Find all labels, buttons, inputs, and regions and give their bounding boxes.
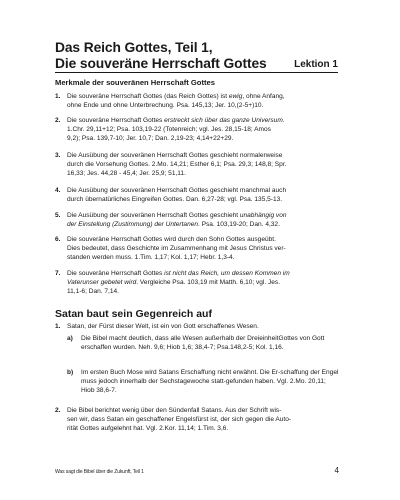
emphasized-text: Vaterunser gebetet wird bbox=[67, 279, 137, 286]
text-run: Die Bibel berichtet wenig über den Sündenfall Satans. Aus der Schrift wis- bbox=[67, 407, 282, 414]
text-run: . Psa. 103,19-20; Dan. 4,32. bbox=[198, 221, 280, 228]
section1-heading: Merkmale der souveränen Herrschaft Gottes bbox=[55, 78, 215, 87]
item-number: 1. bbox=[55, 323, 61, 330]
item-body bbox=[67, 269, 339, 296]
text-line bbox=[67, 151, 339, 160]
text-line bbox=[67, 424, 339, 433]
text-line bbox=[67, 211, 339, 220]
list-item bbox=[55, 235, 339, 262]
list-item bbox=[55, 211, 339, 229]
item-number: 2. bbox=[55, 117, 61, 124]
text-line bbox=[67, 101, 339, 110]
sub-list-item bbox=[67, 368, 339, 395]
section2-heading: Satan baut sein Gegenreich auf bbox=[55, 308, 212, 320]
text-run: sen wir, dass Satan ein geschaffener Engelsfürst ist, der sich gegen die Auto- bbox=[67, 416, 292, 423]
text-run: durch übernatürliches Eingreifen Gottes. Dan. 6,27-28; vgl. Psa. 135,5-13. bbox=[67, 196, 283, 203]
text-line bbox=[67, 244, 339, 253]
text-run: Die Ausübung der souveränen Herrschaft Gottes geschieht normalerweise bbox=[67, 152, 283, 159]
sub-list-item bbox=[67, 334, 339, 352]
text-line bbox=[67, 269, 339, 278]
item-body bbox=[67, 116, 339, 143]
text-line bbox=[67, 160, 339, 169]
text-line bbox=[67, 116, 339, 125]
text-run: Die souveräne Herrschaft Gottes bbox=[67, 270, 165, 277]
lesson-label: Lektion 1 bbox=[294, 59, 338, 70]
text-run: 11,1-6; Dan. 7,14. bbox=[67, 288, 119, 295]
item-letter: a) bbox=[67, 335, 73, 342]
page-title-line2: Die souveräne Herrschaft Gottes bbox=[55, 56, 267, 71]
text-line bbox=[67, 322, 339, 331]
text-run: Die souveräne Herrschaft Gottes (das Reich Gottes) ist bbox=[67, 93, 229, 100]
text-run: gefunden haben. Vgl. 2.Mo. 20,11; Hiob 38,6-7. bbox=[81, 378, 326, 394]
item-number: 6. bbox=[55, 236, 61, 243]
text-run: 148,2-5; Kol. 1,16. bbox=[230, 344, 284, 351]
text-run: ohne Ende und ohne Unterbrechung. Psa. 145,13; Jer. 10,(2-5+)10. bbox=[67, 102, 264, 109]
list-item bbox=[55, 186, 339, 204]
emphasized-text: unabhängig von bbox=[239, 212, 287, 219]
page-title-line1: Das Reich Gottes, Teil 1, bbox=[55, 40, 213, 55]
text-line bbox=[67, 287, 339, 296]
text-line bbox=[67, 125, 339, 134]
text-line bbox=[67, 92, 339, 101]
item-body bbox=[81, 368, 339, 395]
item-body bbox=[67, 406, 339, 433]
text-run: standen werden muss. 1.Tim. 1,17; Kol. 1,17; Hebr. 1,3-4. bbox=[67, 254, 235, 261]
text-line bbox=[81, 335, 278, 342]
text-run: durch die Vorsehung Gottes. 2.Mo. 14,21; Esther 6,1; Psa. 29,3; 148,8; Spr. bbox=[67, 161, 287, 168]
text-run: Gottes von Gott erschaffen wurden. Neh. 9,6; Hiob 1,6; 38,4-7; Psa. bbox=[81, 335, 325, 351]
item-body bbox=[67, 186, 339, 204]
text-run: Im ersten Buch Mose wird Satans Erschaffung nicht erwähnt. Die Er- bbox=[81, 369, 281, 376]
text-run: Satan, der Fürst dieser Welt, ist ein von Gott erschaffenes Wesen. bbox=[67, 323, 259, 330]
title-rule bbox=[55, 72, 338, 73]
text-line bbox=[81, 369, 280, 376]
text-line bbox=[67, 195, 339, 204]
text-run: Die Ausübung der souveränen Herrschaft Gottes geschieht bbox=[67, 212, 240, 219]
item-body bbox=[81, 334, 339, 352]
text-line bbox=[230, 344, 284, 351]
list-item bbox=[55, 322, 339, 331]
text-line bbox=[67, 406, 339, 415]
list-item bbox=[55, 151, 339, 178]
text-run: Die souveräne Herrschaft Gottes wird durch den Sohn Gottes ausgeübt. bbox=[67, 236, 276, 243]
text-run: , ohne Anfang, bbox=[242, 93, 285, 100]
text-run: . Vergleiche Psa. 103,19 mit Matth. 6,10; vgl. Jes. bbox=[136, 279, 281, 286]
item-number: 3. bbox=[55, 152, 61, 159]
item-body bbox=[67, 235, 339, 262]
text-line bbox=[67, 134, 339, 143]
list-item bbox=[55, 269, 339, 296]
text-run: 1.Chr. 29,11+12; Psa. 103,19-22 (Totenreich; vgl. Jes. 28,15-18; Amos bbox=[67, 126, 271, 133]
text-line bbox=[67, 415, 339, 424]
item-number: 4. bbox=[55, 187, 61, 194]
text-run: Die Ausübung der souveränen Herrschaft Gottes geschieht manchmal auch bbox=[67, 187, 287, 194]
text-run: schaffung der Engel muss jedoch innerhalb der Sechstagewoche statt- bbox=[81, 369, 339, 385]
item-number: 5. bbox=[55, 212, 61, 219]
item-number: 1. bbox=[55, 93, 61, 100]
emphasized-text: ewig bbox=[228, 93, 243, 100]
text-run: 9,2); Psa. 139,7-10; Jer. 10,7; Dan. 2,19-23; 4,14+22+29. bbox=[67, 135, 234, 142]
list-item bbox=[55, 92, 339, 110]
text-run: Die Bibel macht deutlich, dass alle Wesen außerhalb der Dreieinheit bbox=[81, 335, 279, 342]
text-run: rität Gottes aufgelehnt hat. Vgl. 2.Kor. 11,14; 1.Tim. 3,6. bbox=[67, 425, 229, 432]
page-number: 4 bbox=[334, 466, 339, 475]
item-body bbox=[67, 322, 339, 331]
list-item bbox=[55, 406, 339, 433]
text-line bbox=[67, 186, 339, 195]
text-line bbox=[67, 235, 339, 244]
emphasized-text: der Einstellung (Zustimmung) der Untertanen bbox=[67, 221, 198, 228]
item-body bbox=[67, 151, 339, 178]
emphasized-text: ist nicht das Reich, um dessen Kommen im bbox=[164, 270, 290, 277]
emphasized-text: erstreckt sich über das ganze Universum bbox=[164, 117, 283, 124]
text-line bbox=[67, 278, 339, 287]
text-run: . bbox=[282, 117, 285, 124]
list-item bbox=[55, 116, 339, 143]
item-letter: b) bbox=[67, 369, 74, 376]
text-line bbox=[67, 253, 339, 262]
text-run: Die souveräne Herrschaft Gottes bbox=[67, 117, 165, 124]
item-number: 2. bbox=[55, 407, 61, 414]
text-run: Dies bedeutet, dass Geschichte im Zusammenhang mit Jesus Christus ver- bbox=[67, 245, 286, 252]
text-line bbox=[67, 169, 339, 178]
item-body bbox=[67, 92, 339, 110]
item-number: 7. bbox=[55, 270, 61, 277]
text-run: 16,33; Jes. 44,28 - 45,4; Jer. 25,9; 51,11. bbox=[67, 170, 186, 177]
text-line bbox=[67, 220, 339, 229]
footer-book-title: Was sagt die Bibel über die Zukunft, Teil 1 bbox=[55, 469, 144, 475]
item-body bbox=[67, 211, 339, 229]
